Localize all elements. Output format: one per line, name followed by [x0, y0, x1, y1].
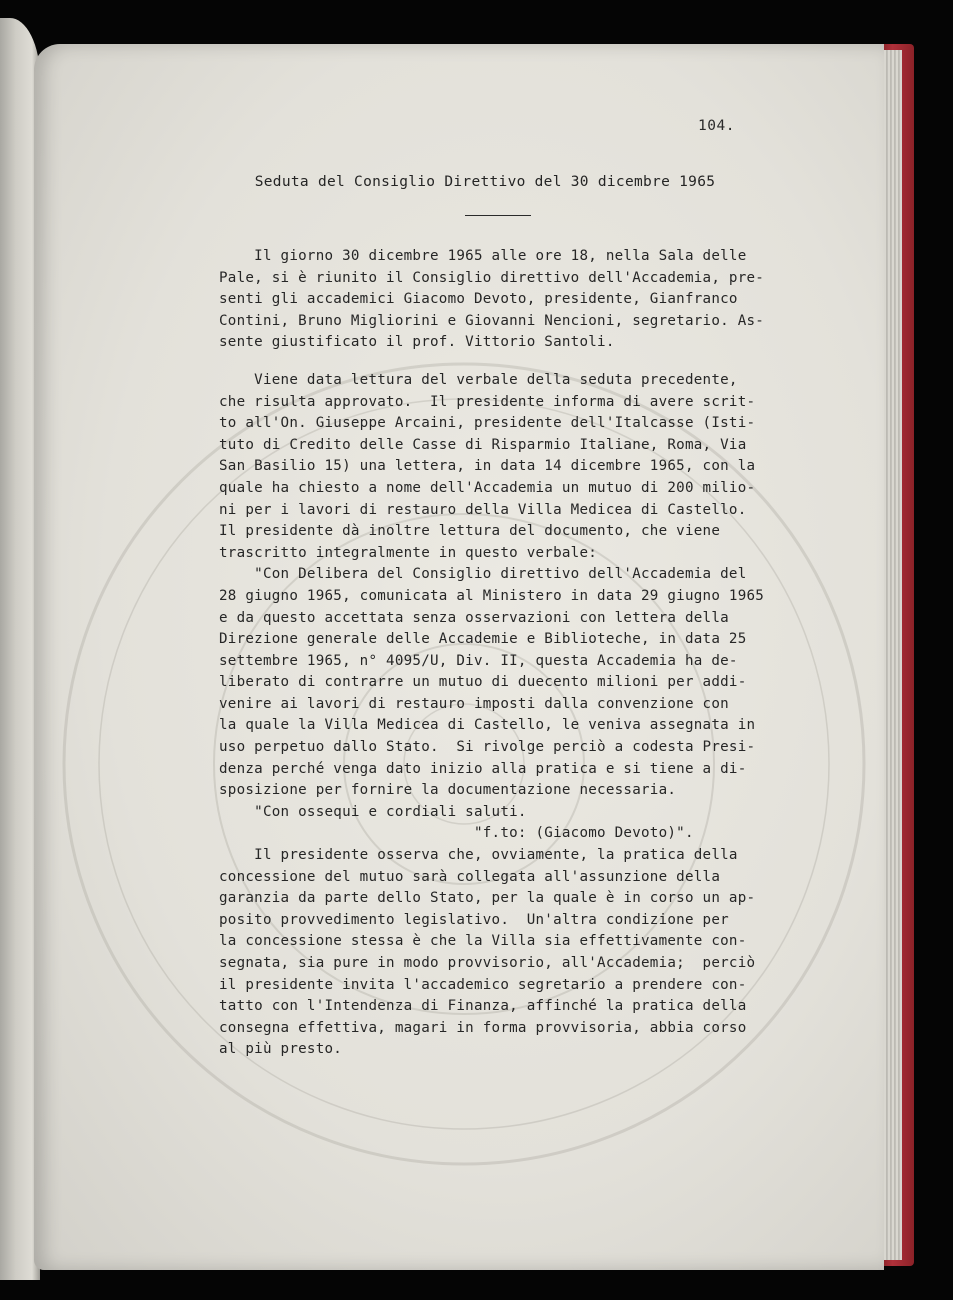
text-line: "Con Delibera del Consiglio direttivo dell'Accademia del [219, 566, 747, 583]
document-title: Seduta del Consiglio Direttivo del 30 dicembre 1965 [254, 174, 716, 190]
text-line: settembre 1965, n° 4095/U, Div. II, questa Accademia ha de- [219, 652, 738, 669]
text-line: posito provvedimento legislativo. Un'altra condizione per [219, 911, 729, 928]
title-underline [465, 215, 531, 216]
text-line: segnata, sia pure in modo provvisorio, all'Accademia; perciò [219, 955, 756, 971]
text-line: sposizione per fornire la documentazione necessaria. [219, 782, 677, 799]
text-line: Il presidente osserva che, ovviamente, la pratica della [219, 847, 738, 864]
text-line: ni per i lavori di restauro della Villa Medicea di Castello. [219, 501, 747, 518]
text-line: "Con ossequi e cordiali saluti. [219, 803, 527, 820]
text-line: tuto di Credito delle Casse di Risparmio Italiane, Roma, Via [219, 436, 747, 453]
text-line: garanzia da parte dello Stato, per la quale è in corso un ap- [219, 890, 756, 907]
text-line: che risulta approvato. Il presidente informa di avere scrit- [219, 393, 756, 410]
text-line: uso perpetuo dallo Stato. Si rivolge perciò a codesta Presi- [219, 739, 756, 756]
text-line: quale ha chiesto a nome dell'Accademia un mutuo di 200 milio- [219, 479, 756, 496]
text-line: liberato di contrarre un mutuo di duecento milioni per addi- [219, 674, 747, 691]
text-line: tatto con l'Intendenza di Finanza, affinché la pratica della [219, 998, 747, 1015]
text-line: sente giustificato il prof. Vittorio Santoli. [219, 334, 615, 351]
text-line: denza perché venga dato inizio alla pratica e si tiene a di- [219, 760, 747, 777]
text-line: Contini, Bruno Migliorini e Giovanni Nencioni, segretario. As- [219, 312, 765, 329]
text-line: Il giorno 30 dicembre 1965 alle ore 18, nella Sala delle [219, 248, 747, 264]
text-line: trascritto integralmente in questo verbale: [219, 544, 598, 561]
document-body [219, 246, 764, 1061]
text-line: la quale la Villa Medicea di Castello, le veniva assegnata in [219, 717, 756, 734]
text-line: la concessione stessa è che la Villa sia effettivamente con- [219, 933, 747, 950]
text-line: il presidente invita l'accademico segretario a prendere con- [219, 976, 747, 993]
text-line: concessione del mutuo sarà collegata all'assunzione della [219, 868, 721, 885]
page-number: 104. [698, 118, 735, 134]
text-line: San Basilio 15) una lettera, in data 14 dicembre 1965, con la [219, 458, 756, 475]
text-line: senti gli accademici Giacomo Devoto, presidente, Gianfranco [219, 291, 738, 308]
text-line: venire ai lavori di restauro imposti dalla convenzione con [219, 695, 729, 712]
text-line: Pale, si è riunito il Consiglio direttivo dell'Accademia, pre- [219, 269, 765, 286]
text-line: Direzione generale delle Accademie e Biblioteche, in data 25 [219, 631, 747, 648]
text-line: "f.to: (Giacomo Devoto)". [219, 825, 694, 842]
text-line: al più presto. [219, 1041, 343, 1058]
text-line: to all'On. Giuseppe Arcaini, presidente dell'Italcasse (Isti- [219, 415, 756, 432]
paragraph-gap [219, 354, 764, 370]
text-line: 28 giugno 1965, comunicata al Ministero in data 29 giugno 1965 [219, 587, 765, 604]
text-line: Viene data lettura del verbale della seduta precedente, [219, 371, 738, 388]
text-line: e da questo accettata senza osservazioni con lettera della [219, 609, 729, 626]
text-line: consegna effettiva, magari in forma provvisoria, abbia corso [219, 1019, 747, 1036]
text-line: Il presidente dà inoltre lettura del documento, che viene [219, 523, 721, 540]
